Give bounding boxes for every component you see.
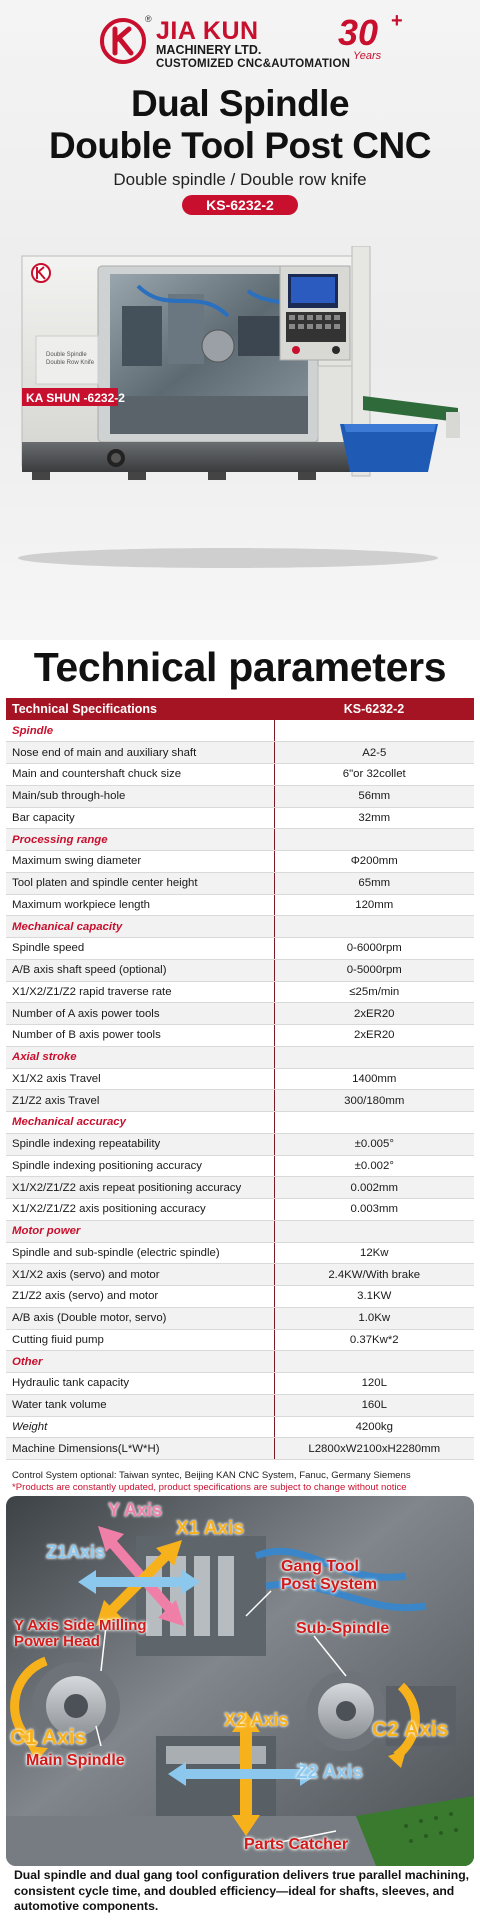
spec-value: 0.003mm	[274, 1199, 474, 1221]
brand-block	[100, 10, 403, 74]
spec-row	[6, 938, 474, 960]
spec-row	[6, 785, 474, 807]
spec-row	[6, 1199, 474, 1221]
spec-row	[6, 1264, 474, 1286]
spec-label: Z1/Z2 axis Travel	[6, 1090, 274, 1112]
spec-value: 160L	[274, 1394, 474, 1416]
spec-section-row	[6, 916, 474, 938]
spec-label: Cutting fiuid pump	[6, 1329, 274, 1351]
spec-row	[6, 1307, 474, 1329]
spec-row	[6, 894, 474, 916]
door-text-2: Double Row Knife	[46, 360, 95, 366]
label-y-axis: Y Axis	[108, 1500, 163, 1520]
years-number: 30	[338, 12, 379, 53]
spec-value: 1.0Kw	[274, 1307, 474, 1329]
spec-label: Z1/Z2 axis (servo) and motor	[6, 1286, 274, 1308]
spec-row	[6, 742, 474, 764]
spec-value: Φ200mm	[274, 851, 474, 873]
spec-label: Hydraulic tank capacity	[6, 1373, 274, 1395]
brand-slogan: CUSTOMIZED CNC&AUTOMATION	[156, 58, 351, 70]
cnc-machine-image	[18, 246, 473, 570]
spec-section-label: Mechanical capacity	[6, 916, 274, 938]
spec-row	[6, 851, 474, 873]
specs-table	[6, 698, 474, 1460]
spec-label: Machine Dimensions(L*W*H)	[6, 1438, 274, 1460]
spec-value	[274, 829, 474, 851]
spec-value	[274, 1351, 474, 1373]
spec-label: Nose end of main and auxiliary shaft	[6, 742, 274, 764]
spec-label: X1/X2/Z1/Z2 axis repeat positioning accuracy	[6, 1177, 274, 1199]
spec-value: 0.37Kw*2	[274, 1329, 474, 1351]
label-gang-tool-2: Post System	[281, 1576, 378, 1593]
spec-label: Tool platen and spindle center height	[6, 872, 274, 894]
spec-value: 0-5000rpm	[274, 959, 474, 981]
spec-section-row	[6, 1351, 474, 1373]
spec-section-label: Motor power	[6, 1220, 274, 1242]
door-text-1: Double Spindle	[46, 352, 87, 358]
hero-title-line2: Double Tool Post CNC	[49, 125, 431, 166]
spec-section-row	[6, 720, 474, 742]
spec-label: X1/X2 axis (servo) and motor	[6, 1264, 274, 1286]
spec-section-label: Other	[6, 1351, 274, 1373]
spec-row	[6, 959, 474, 981]
spec-value: 120L	[274, 1373, 474, 1395]
label-x2-axis: X2 Axis	[224, 1710, 289, 1730]
spec-section-row	[6, 829, 474, 851]
label-sub-spindle: Sub-Spindle	[296, 1620, 390, 1637]
spec-value: 56mm	[274, 785, 474, 807]
years-text: Years	[353, 50, 382, 62]
spec-value: L2800xW2100xH2280mm	[274, 1438, 474, 1460]
specs-title: Technical parameters	[33, 644, 447, 690]
spec-label: Bar capacity	[6, 807, 274, 829]
specs-table-header	[6, 698, 474, 720]
update-disclaimer: *Products are constantly updated, product specifications are subject to change without notice	[12, 1482, 407, 1493]
spec-value: 32mm	[274, 807, 474, 829]
label-gang-tool-1: Gang Tool	[281, 1558, 359, 1575]
spec-value: 0.002mm	[274, 1177, 474, 1199]
label-y-side-milling-1: Y Axis Side Milling	[14, 1617, 147, 1634]
spec-section-label: Processing range	[6, 829, 274, 851]
model-badge: KS-6232-2	[182, 195, 298, 215]
footer-description: Dual spindle and dual gang tool configuration delivers true parallel machining, consistent cycle time, and doubled efficiency—ideal for shafts, sleeves, and automotive components.	[14, 1868, 470, 1913]
spec-row	[6, 1286, 474, 1308]
spec-value	[274, 1220, 474, 1242]
spec-value: 300/180mm	[274, 1090, 474, 1112]
spec-section-label: Spindle	[6, 720, 274, 742]
spec-value: 4200kg	[274, 1416, 474, 1438]
spec-row	[6, 1177, 474, 1199]
hero-title-line1: Dual Spindle	[130, 83, 350, 124]
spec-label: Main and countershaft chuck size	[6, 764, 274, 786]
spec-value: ±0.002°	[274, 1155, 474, 1177]
spec-value: 6"or 32collet	[274, 764, 474, 786]
label-parts-catcher: Parts Catcher	[244, 1836, 349, 1853]
spec-label: A/B axis (Double motor, servo)	[6, 1307, 274, 1329]
spec-value	[274, 1046, 474, 1068]
spec-label: X1/X2/Z1/Z2 rapid traverse rate	[6, 981, 274, 1003]
spec-label: Number of A axis power tools	[6, 1003, 274, 1025]
spec-row	[6, 1155, 474, 1177]
spec-label: Main/sub through-hole	[6, 785, 274, 807]
spec-value: 1400mm	[274, 1068, 474, 1090]
brand-subtitle: MACHINERY LTD.	[156, 43, 262, 57]
years-plus: +	[391, 10, 403, 32]
interior-axes-image	[6, 1496, 474, 1866]
registered-mark: ®	[145, 14, 152, 24]
spec-label: Number of B axis power tools	[6, 1025, 274, 1047]
spec-row	[6, 1003, 474, 1025]
spec-label: Maximum swing diameter	[6, 851, 274, 873]
spec-value	[274, 916, 474, 938]
spec-section-label: Mechanical accuracy	[6, 1112, 274, 1134]
spec-row	[6, 807, 474, 829]
spec-value: 0-6000rpm	[274, 938, 474, 960]
label-c1-axis: C1 Axis	[10, 1726, 87, 1749]
spec-value: 3.1KW	[274, 1286, 474, 1308]
label-c2-axis: C2 Axis	[372, 1718, 449, 1741]
spec-label: X1/X2 axis Travel	[6, 1068, 274, 1090]
spec-label: Maximum workpiece length	[6, 894, 274, 916]
spec-value	[274, 1112, 474, 1134]
spec-value: A2-5	[274, 742, 474, 764]
label-y-side-milling-2: Power Head	[14, 1633, 100, 1650]
spec-row	[6, 981, 474, 1003]
spec-row	[6, 872, 474, 894]
spec-value: 120mm	[274, 894, 474, 916]
label-z1-axis: Z1Axis	[46, 1542, 106, 1562]
spec-section-row	[6, 1046, 474, 1068]
spec-value: 2.4KW/With brake	[274, 1264, 474, 1286]
spec-row	[6, 1025, 474, 1047]
spec-row	[6, 1373, 474, 1395]
spec-label: Spindle and sub-spindle (electric spindle)	[6, 1242, 274, 1264]
label-main-spindle: Main Spindle	[26, 1752, 125, 1769]
spec-value: 2xER20	[274, 1025, 474, 1047]
brand-name: JIA KUN	[156, 17, 259, 45]
spec-row	[6, 1416, 474, 1438]
spec-label: X1/X2/Z1/Z2 axis positioning accuracy	[6, 1199, 274, 1221]
jiakun-logo-icon	[100, 18, 146, 64]
spec-row	[6, 764, 474, 786]
spec-value: 2xER20	[274, 1003, 474, 1025]
spec-label: Weight	[6, 1416, 274, 1438]
machine-plate: KA SHUN -6232-2	[26, 391, 125, 405]
spec-row	[6, 1090, 474, 1112]
spec-value: 12Kw	[274, 1242, 474, 1264]
spec-label: Water tank volume	[6, 1394, 274, 1416]
spec-label: Spindle speed	[6, 938, 274, 960]
spec-value: ≤25m/min	[274, 981, 474, 1003]
spec-section-label: Axial stroke	[6, 1046, 274, 1068]
spec-value: ±0.005°	[274, 1133, 474, 1155]
spec-label: Spindle indexing repeatability	[6, 1133, 274, 1155]
spec-row	[6, 1329, 474, 1351]
hero-section	[0, 0, 480, 640]
specs-header-label: Technical Specifications	[6, 698, 274, 720]
spec-section-row	[6, 1112, 474, 1134]
spec-row	[6, 1438, 474, 1460]
spec-label: Spindle indexing positioning accuracy	[6, 1155, 274, 1177]
spec-value	[274, 720, 474, 742]
specs-header-value: KS-6232-2	[274, 698, 474, 720]
spec-row	[6, 1242, 474, 1264]
spec-value: 65mm	[274, 872, 474, 894]
control-system-note: Control System optional: Taiwan syntec, Beijing KAN CNC System, Fanuc, Germany Siemens	[12, 1470, 411, 1481]
hero-subtitle: Double spindle / Double row knife	[113, 170, 367, 189]
label-z2-axis: Z2 Axis	[296, 1762, 363, 1783]
spec-row	[6, 1068, 474, 1090]
spec-label: A/B axis shaft speed (optional)	[6, 959, 274, 981]
spec-section-row	[6, 1220, 474, 1242]
spec-row	[6, 1394, 474, 1416]
spec-row	[6, 1133, 474, 1155]
label-x1-axis: X1 Axis	[176, 1518, 244, 1539]
